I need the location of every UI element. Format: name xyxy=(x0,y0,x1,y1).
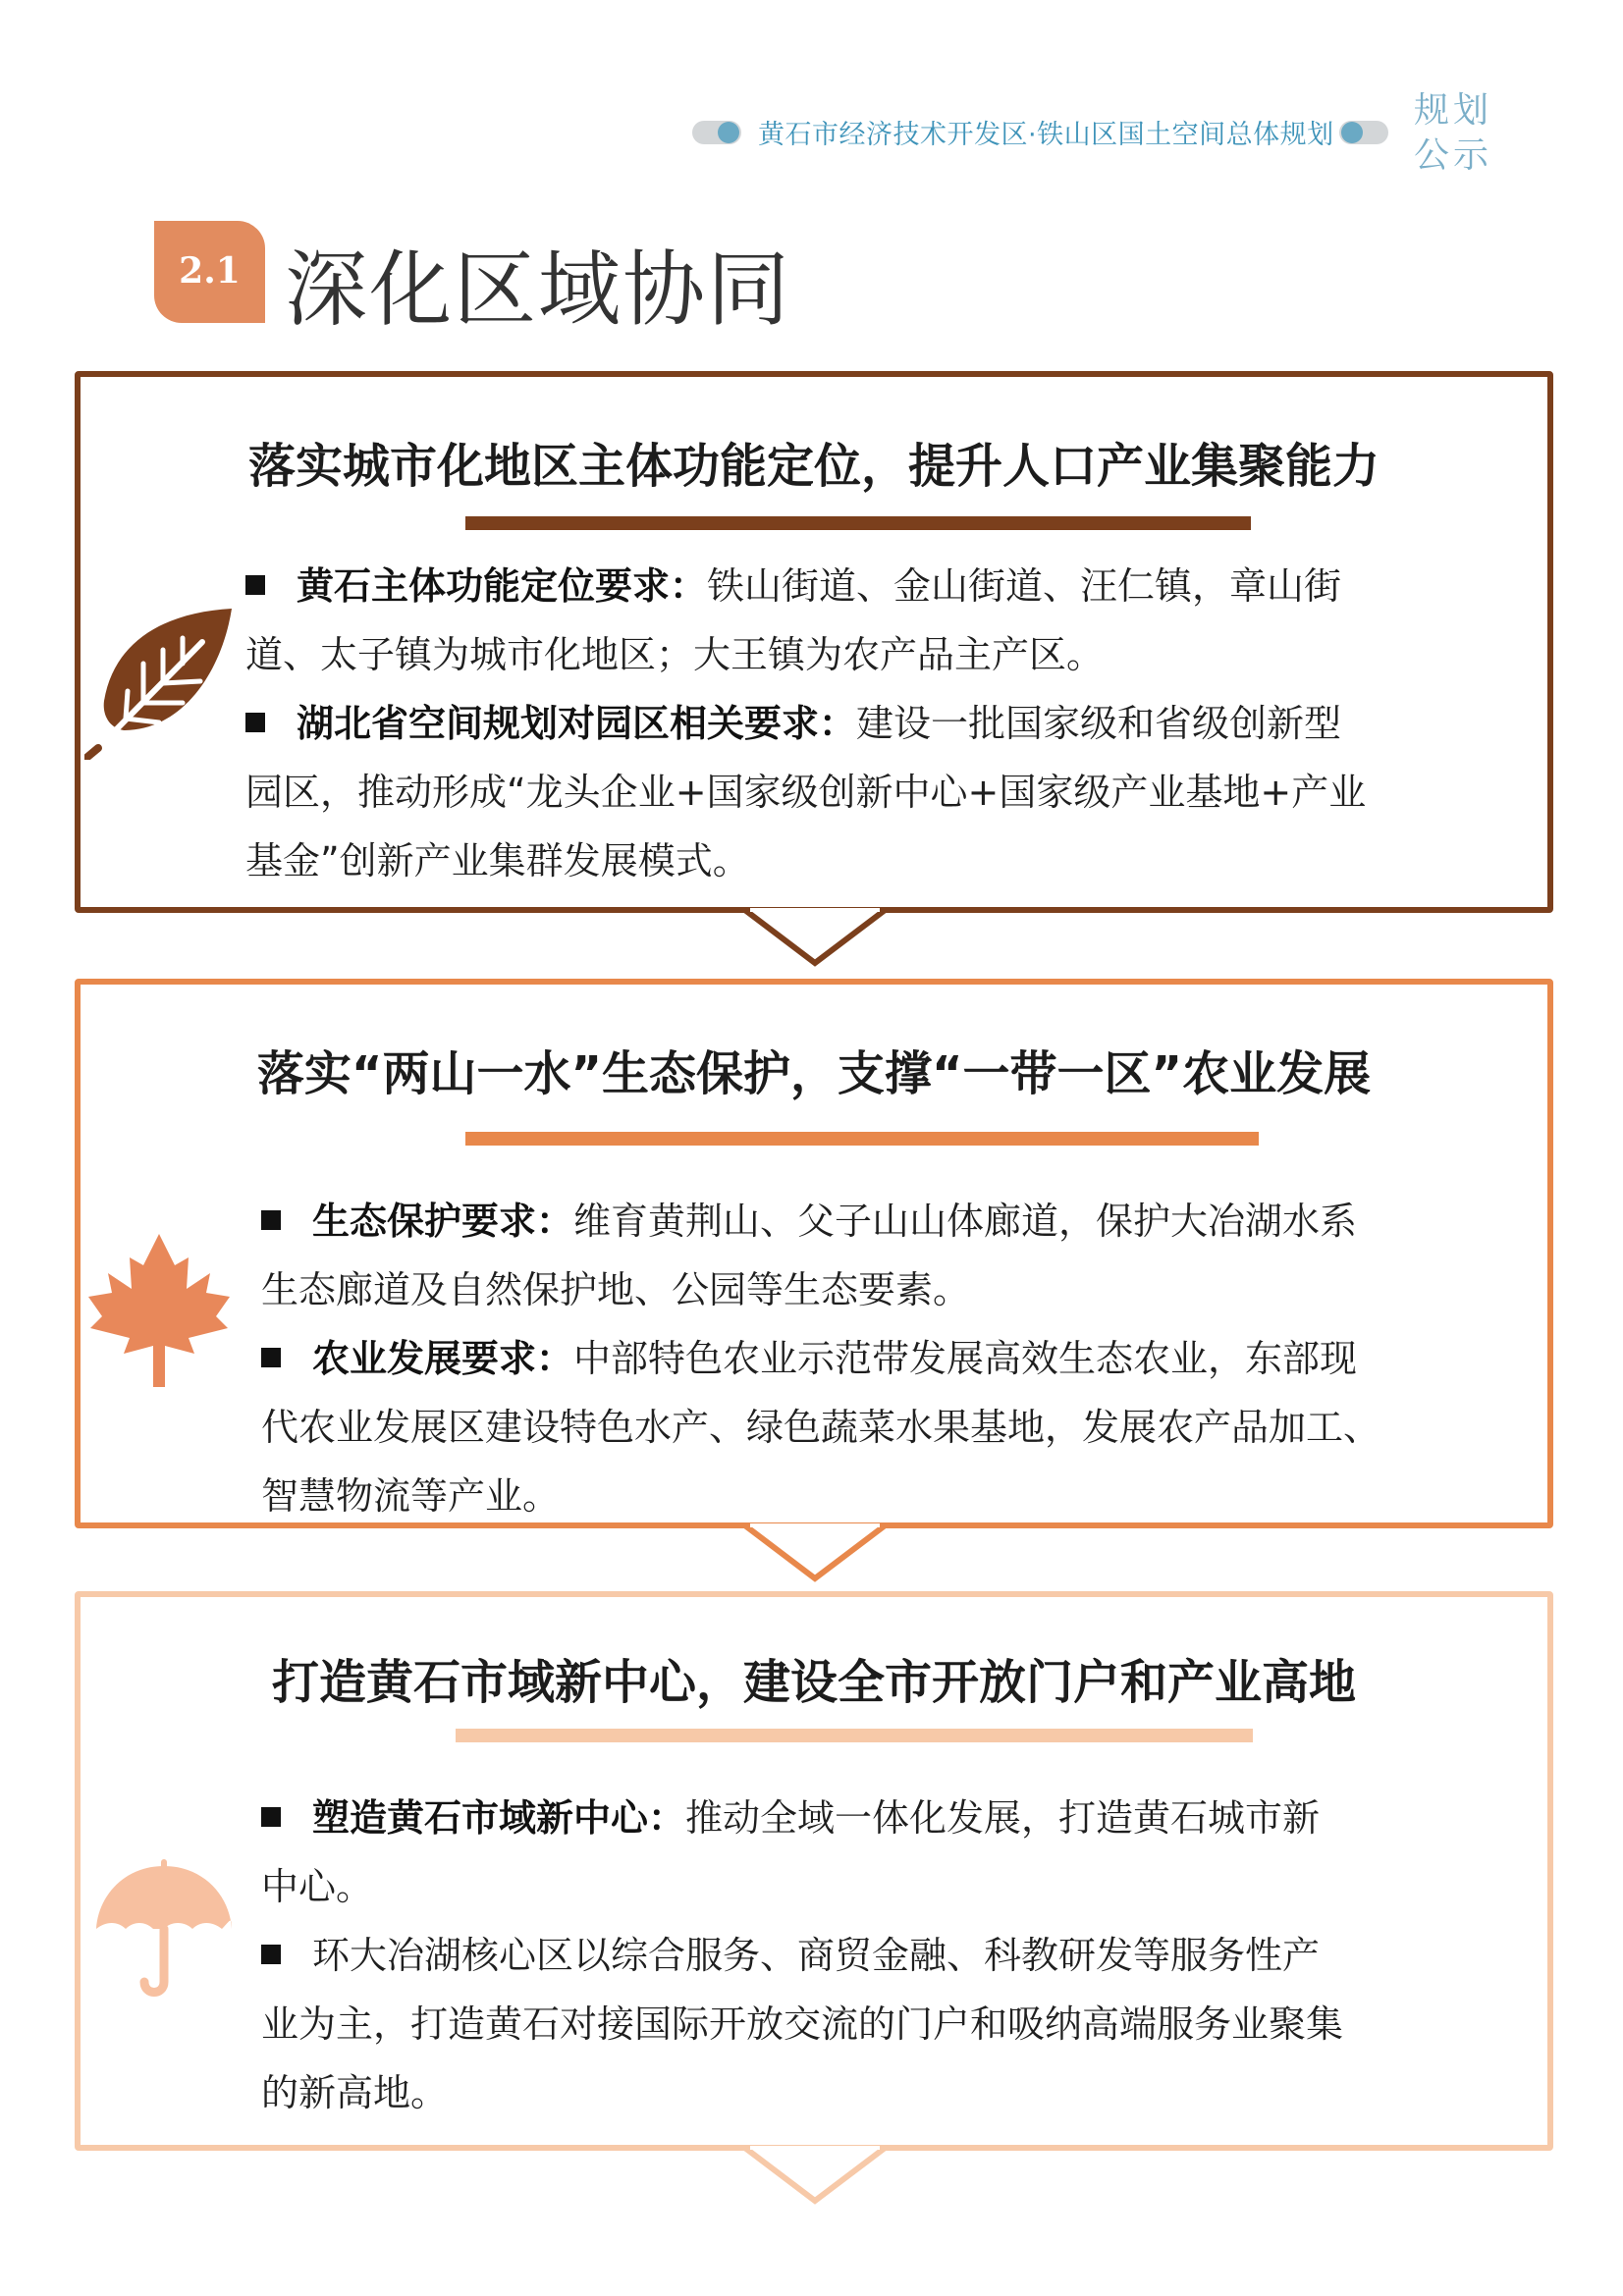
document-header-title: 黄石市经济技术开发区·铁山区国土空间总体规划 xyxy=(758,120,1334,150)
item-label: 塑造黄石市域新中心： xyxy=(312,1796,686,1840)
title-underline xyxy=(465,1132,1259,1146)
bullet-square xyxy=(261,1945,281,1964)
item-text: 的新高地。 xyxy=(261,2071,449,2114)
section-number: 2.1 xyxy=(179,250,241,292)
leaf-icon xyxy=(84,603,242,760)
info-box-2 xyxy=(75,979,1553,1528)
item-label: 湖北省空间规划对园区相关要求： xyxy=(297,702,857,745)
item-text: 智慧物流等产业。 xyxy=(261,1474,561,1518)
item-label: 生态保护要求： xyxy=(312,1200,574,1243)
box-title: 落实城市化地区主体功能定位，提升人口产业集聚能力 xyxy=(247,439,1380,494)
down-arrow-connector xyxy=(742,1523,888,1584)
item-text: 道、太子镇为城市化地区；大王镇为农产品主产区。 xyxy=(245,633,1105,676)
header-side-label xyxy=(1414,88,1492,179)
box-title: 打造黄石市域新中心，建设全市开放门户和产业高地 xyxy=(271,1655,1356,1710)
header-right-pill xyxy=(1339,121,1388,144)
item-label: 农业发展要求： xyxy=(312,1337,574,1380)
item-text: 维育黄荆山、父子山山体廊道，保护大冶湖水系 xyxy=(573,1200,1358,1243)
list-item xyxy=(245,552,1483,689)
info-box-3 xyxy=(75,1591,1553,2151)
list-item xyxy=(245,689,1483,895)
item-text: 园区，推动形成“龙头企业+国家级创新中心+国家级产业基地+产业 xyxy=(245,771,1367,814)
down-arrow-connector xyxy=(742,2146,888,2207)
item-text: 建设一批国家级和省级创新型 xyxy=(856,702,1342,745)
section-title: 深化区域协同 xyxy=(285,241,792,338)
item-text: 代农业发展区建设特色水产、绿色蔬菜水果基地，发展农产品加工、 xyxy=(261,1406,1381,1449)
list-item xyxy=(261,1324,1498,1530)
list-item xyxy=(261,1921,1498,2127)
item-text: 中心。 xyxy=(261,1865,374,1908)
info-box-1 xyxy=(75,371,1553,913)
item-text: 中部特色农业示范带发展高效生态农业，东部现 xyxy=(573,1337,1358,1380)
item-text: 业为主，打造黄石对接国际开放交流的门户和吸纳高端服务业聚集 xyxy=(261,2002,1344,2046)
section-number-badge xyxy=(154,221,265,323)
bullet-square xyxy=(261,1210,281,1230)
item-text: 铁山街道、金山街道、汪仁镇，章山街 xyxy=(707,564,1342,608)
down-arrow-connector xyxy=(742,908,888,969)
bullet-square xyxy=(261,1348,281,1367)
list-item xyxy=(261,1187,1498,1324)
maple-leaf-icon xyxy=(81,1228,238,1395)
bullet-square xyxy=(261,1807,281,1827)
header-side-line1: 规划 xyxy=(1414,90,1493,131)
list-item xyxy=(261,1784,1498,1921)
bullet-square xyxy=(245,575,265,595)
pill-dot xyxy=(1341,122,1363,143)
header-left-pill xyxy=(692,121,741,144)
header-side-line2: 公示 xyxy=(1414,135,1493,176)
title-underline xyxy=(456,1729,1253,1742)
box-title: 落实“两山一水”生态保护，支撑“一带一区”农业发展 xyxy=(256,1046,1372,1101)
bullet-square xyxy=(245,713,265,732)
item-text: 基金”创新产业集群发展模式。 xyxy=(245,839,750,882)
title-underline xyxy=(465,516,1251,530)
item-text: 推动全域一体化发展，打造黄石城市新 xyxy=(685,1796,1321,1840)
item-label: 黄石主体功能定位要求： xyxy=(297,564,708,608)
umbrella-icon xyxy=(90,1856,238,2003)
item-text: 生态廊道及自然保护地、公园等生态要素。 xyxy=(261,1268,971,1311)
item-text: 环大冶湖核心区以综合服务、商贸金融、科教研发等服务性产 xyxy=(312,1934,1321,1977)
pill-dot xyxy=(718,122,739,143)
